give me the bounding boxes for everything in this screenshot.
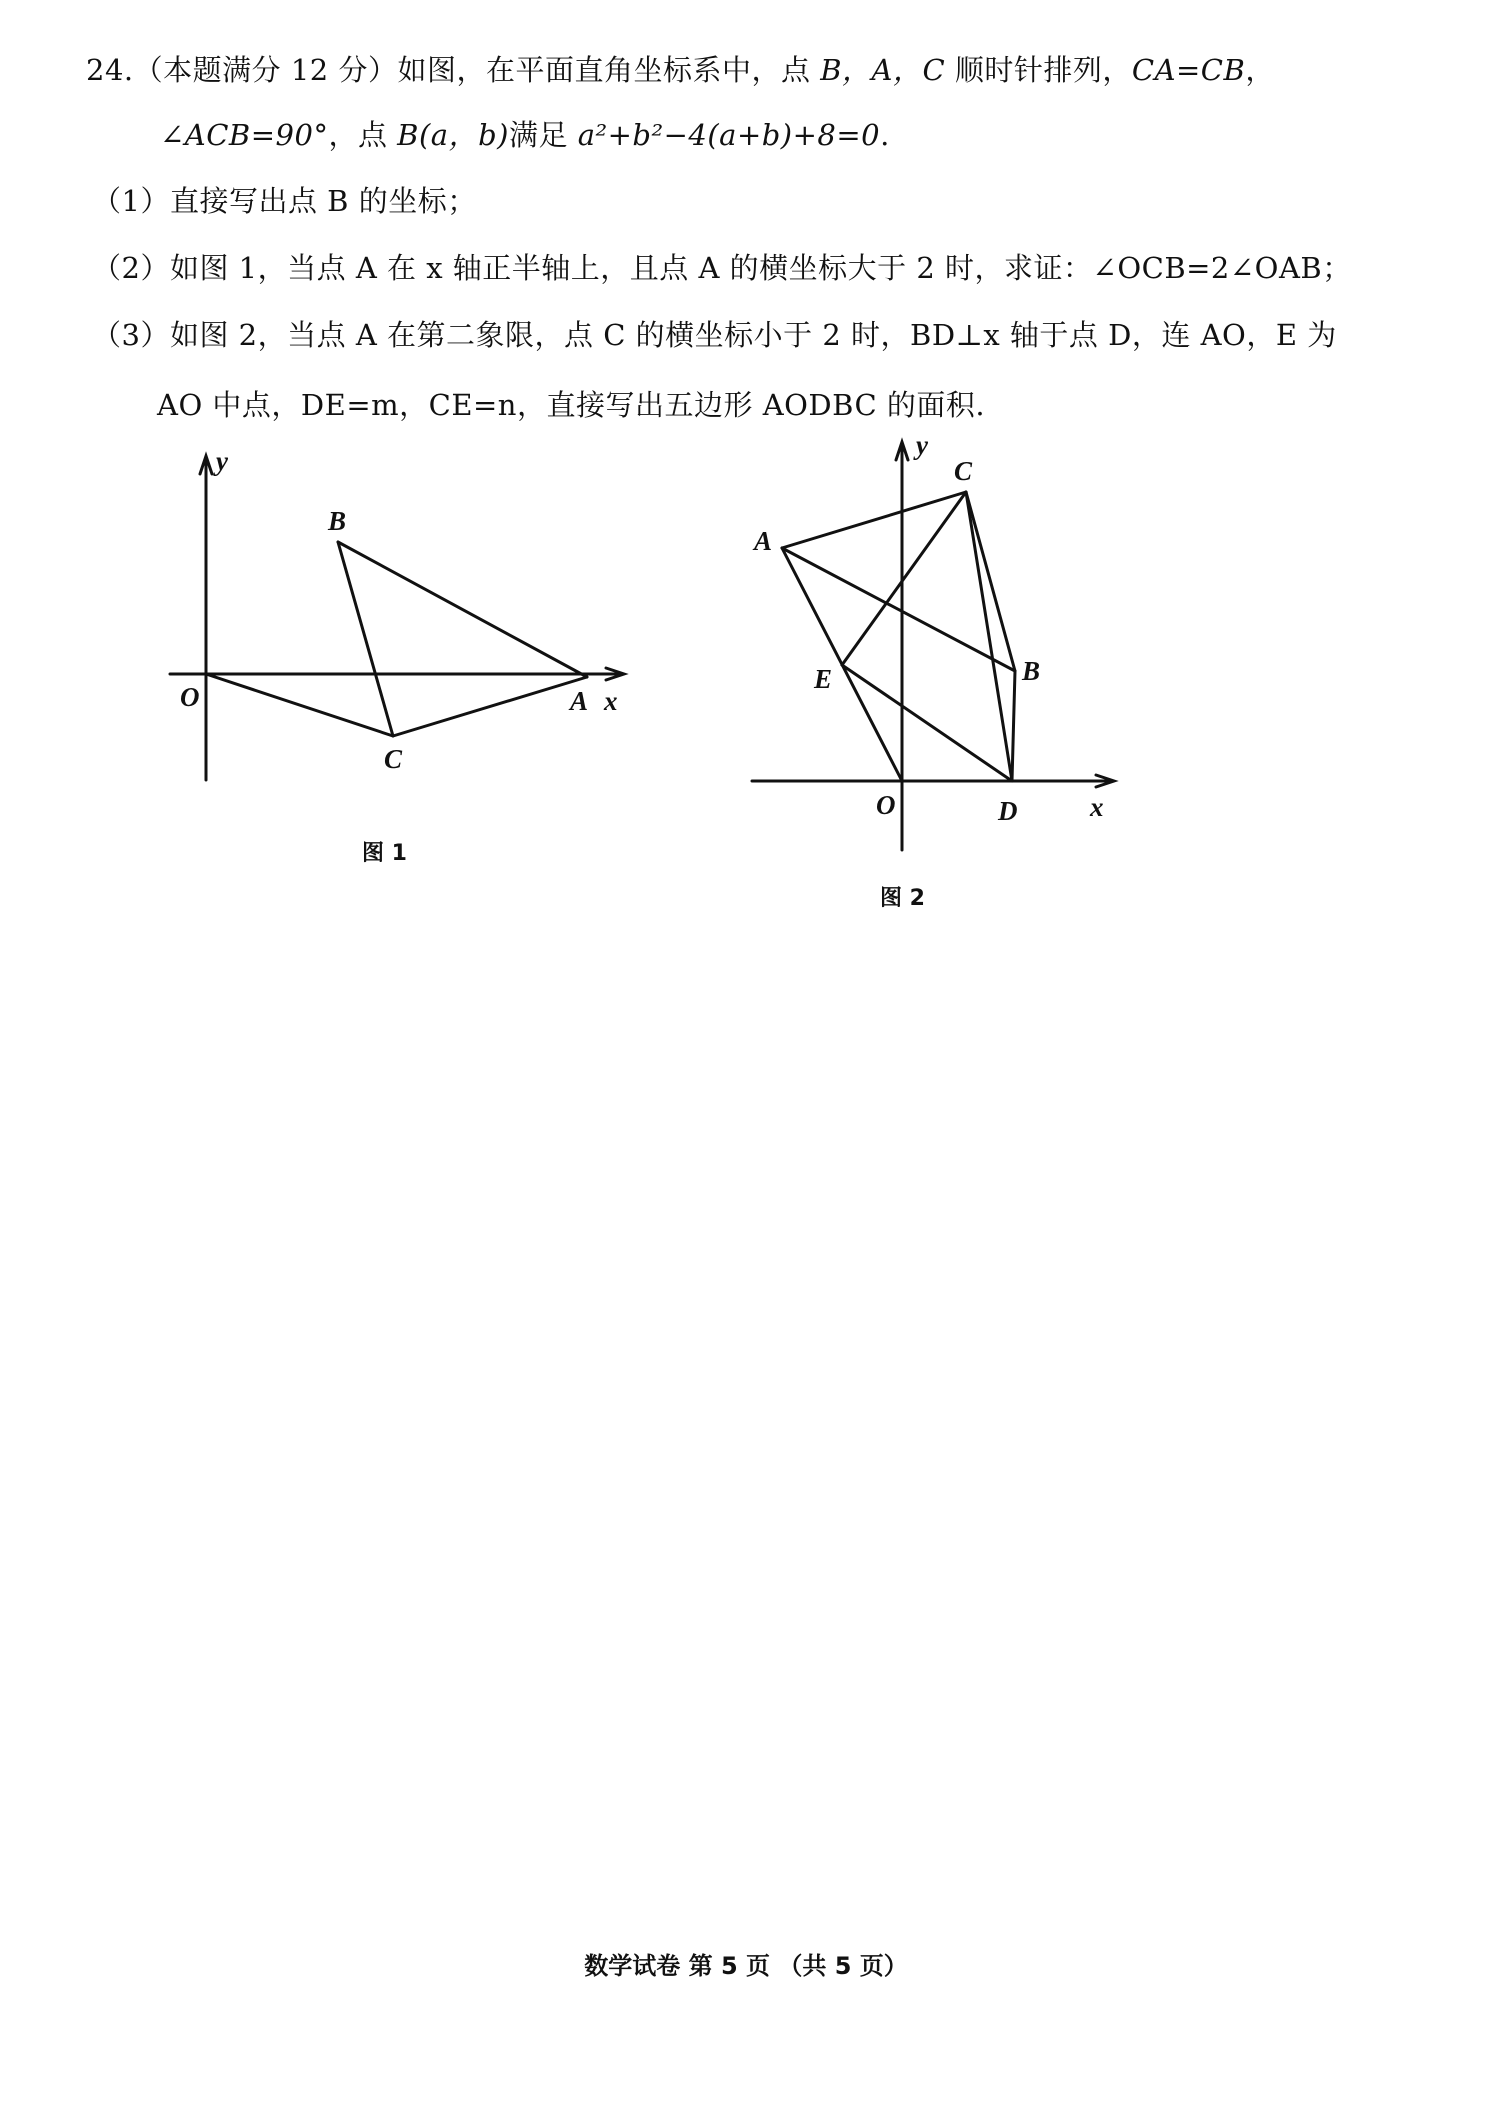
figure-1 (160, 430, 680, 810)
problem-line-2 (160, 115, 890, 155)
problem-intro-text: 如图，在平面直角坐标系中，点 (397, 53, 821, 87)
part-3-continued (157, 385, 985, 425)
segment-bd (1012, 671, 1015, 781)
problem-number: 24. (86, 53, 134, 87)
label-y: y (216, 446, 228, 476)
segment-oc (206, 674, 393, 736)
segment-ed (842, 665, 1012, 781)
part-text: AO 中点，DE=m，CE=n，直接写出五边形 AODBC 的面积. (157, 388, 986, 422)
figure-1-diagram (160, 430, 680, 810)
problem-intro-points: B，A，C (820, 53, 946, 87)
label-b: B (328, 506, 347, 536)
figure-1-caption: 图 1 (362, 841, 407, 866)
segment-bc (338, 542, 393, 736)
part-2 (92, 248, 1352, 288)
label-a: A (570, 686, 589, 716)
label-b: B (1022, 656, 1041, 686)
part-3 (92, 315, 1337, 355)
part-text: 如图 2，当点 A 在第二象限，点 C 的横坐标小于 2 时，BD⊥x 轴于点 D，连 AO，E 为 (169, 318, 1337, 352)
label-o: O (876, 790, 896, 820)
label-c: C (954, 456, 973, 486)
problem-intro-text-2: 顺时针排列， (945, 53, 1132, 87)
figure-2 (740, 430, 1160, 870)
problem-score-note: （本题满分 12 分） (133, 53, 398, 87)
label-x: x (1090, 792, 1104, 822)
segment-ca (393, 677, 587, 736)
problem-line-1 (86, 50, 1275, 90)
label-o: O (180, 682, 200, 712)
figure-2-caption: 图 2 (880, 886, 925, 911)
page-footer: 数学试卷 第 5 页 （共 5 页） (584, 1952, 908, 1980)
problem-line2-satisfies: 满足 (508, 118, 578, 152)
segment-ac (782, 492, 966, 548)
problem-formula: a²+b²−4(a+b)+8=0 (577, 118, 881, 152)
part-label: （2） (92, 251, 170, 285)
label-y: y (916, 430, 928, 460)
segment-ab (782, 548, 1015, 671)
part-1 (92, 181, 477, 221)
label-x: x (604, 686, 618, 716)
part-label: （3） (92, 318, 170, 352)
problem-intro-end: ， (1245, 53, 1275, 87)
label-d: D (998, 796, 1018, 826)
problem-line2-mid: ，点 (328, 118, 398, 152)
label-c: C (384, 744, 403, 774)
label-e: E (814, 664, 833, 694)
segment-ce (842, 492, 966, 665)
label-a: A (754, 526, 773, 556)
part-label: （1） (92, 184, 170, 218)
part-text: 如图 1，当点 A 在 x 轴正半轴上，且点 A 的横坐标大于 2 时，求证：∠OCB=2∠OAB； (169, 251, 1352, 285)
problem-intro-equation: CA=CB (1131, 53, 1246, 87)
problem-angle-condition: ∠ACB=90° (160, 118, 329, 152)
part-text: 直接写出点 B 的坐标； (169, 184, 477, 218)
segment-ba (338, 542, 587, 677)
problem-point-b: B(a，b) (397, 118, 509, 152)
figure-2-diagram (740, 430, 1160, 870)
problem-line2-end: . (880, 118, 890, 152)
